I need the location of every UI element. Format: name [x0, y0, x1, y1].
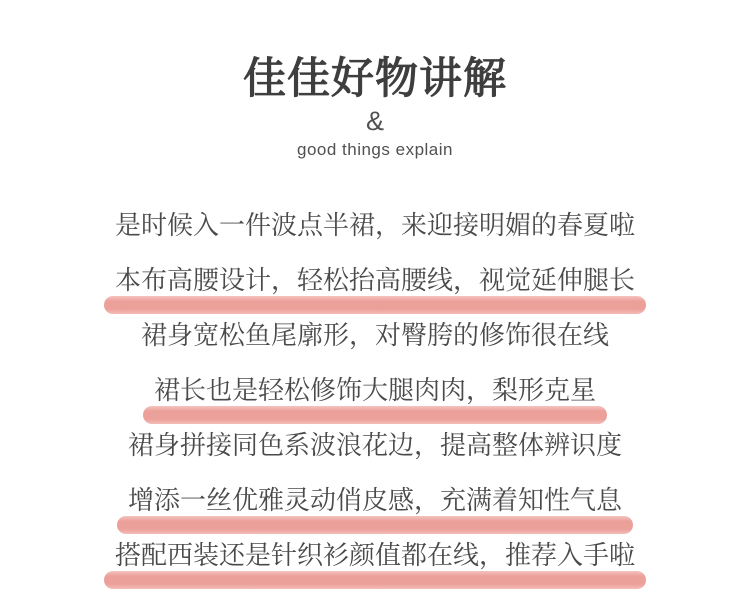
body-line-text-highlighted: 搭配西装还是针织衫颜值都在线，推荐入手啦: [113, 528, 637, 583]
page-header: [0, 0, 750, 160]
body-line-text: 裙身宽松鱼尾廓形，对臀胯的修饰很在线: [140, 320, 609, 350]
body-line-text-highlighted: 本布高腰设计，轻松抬高腰线，视觉延伸腿长: [113, 253, 637, 308]
page-title: 佳佳好物讲解: [243, 55, 507, 103]
body-line: [0, 198, 750, 253]
body-line-text-highlighted: 增添一丝优雅灵动俏皮感，充满着知性气息: [126, 473, 624, 528]
body-line: [0, 528, 750, 583]
body-line: [0, 418, 750, 473]
page-subtitle: good things explain: [296, 140, 453, 159]
body-line-text-highlighted: 裙长也是轻松修饰大腿肉肉，梨形克星: [152, 363, 598, 418]
ampersand-divider: &: [365, 106, 384, 136]
body-line: [0, 363, 750, 418]
body-lines: [0, 198, 750, 583]
body-line: [0, 308, 750, 363]
body-line: [0, 253, 750, 308]
body-line-text: 是时候入一件波点半裙，来迎接明媚的春夏啦: [114, 210, 635, 240]
body-line: [0, 473, 750, 528]
body-line-text: 裙身拼接同色系波浪花边，提高整体辨识度: [127, 430, 622, 460]
